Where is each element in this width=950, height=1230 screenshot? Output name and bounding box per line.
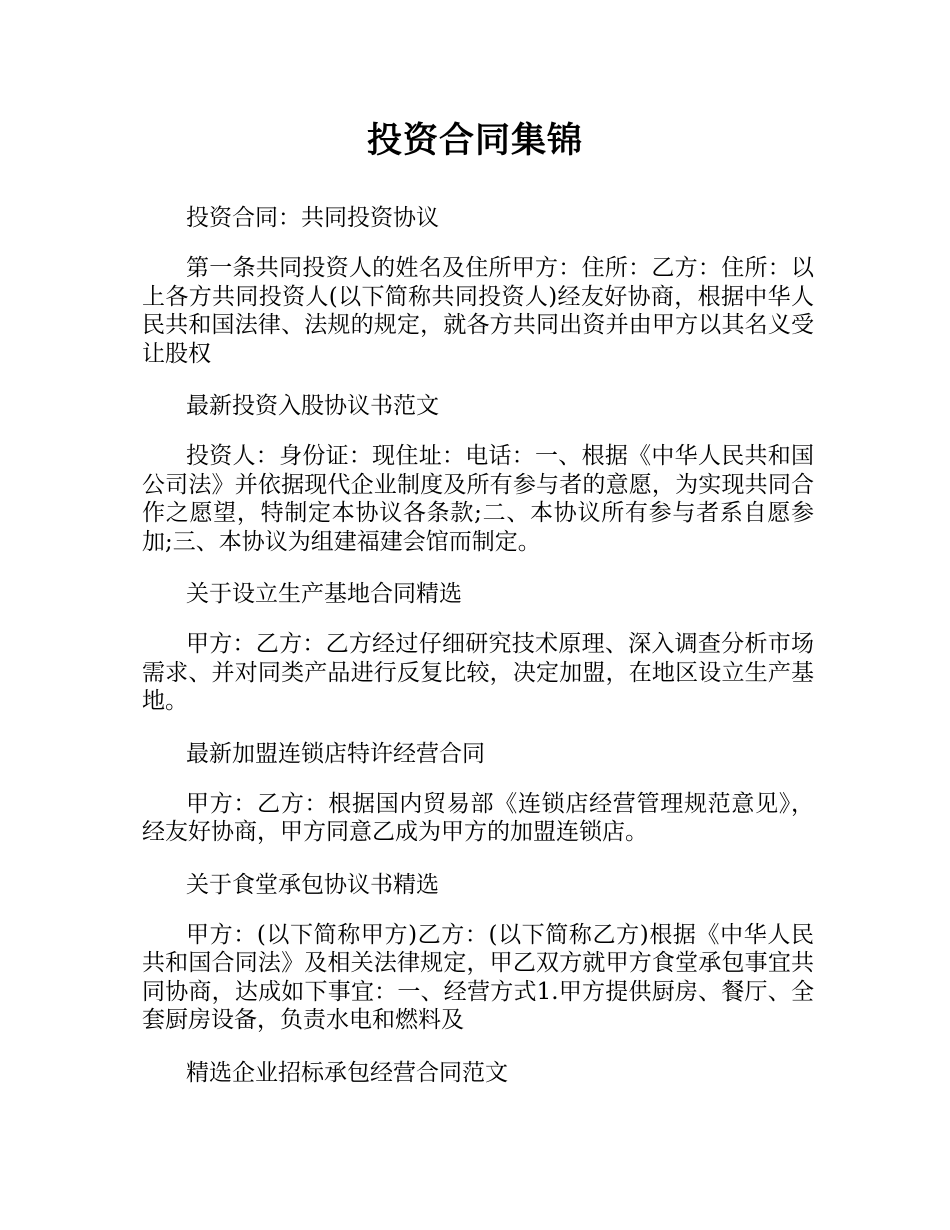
section-heading-1: 投资合同：共同投资协议 (186, 205, 439, 231)
section-body-3: 甲方：乙方：乙方经过仔细研究技术原理、深入调查分析市场需求、并对同类产品进行反复比较，决定加盟，在地区设立生产基地。 (142, 631, 814, 714)
section-heading-3: 关于设立生产基地合同精选 (186, 581, 462, 607)
document-title: 投资合同集锦 (366, 121, 583, 161)
section-heading-6: 精选企业招标承包经营合同范文 (186, 1059, 508, 1086)
section-heading-2: 最新投资入股协议书范文 (186, 393, 439, 419)
section-heading-4: 最新加盟连锁店特许经营合同 (186, 740, 485, 767)
section-body-5: 甲方：(以下简称甲方)乙方：(以下简称乙方)根据《中华人民共和国合同法》及相关法律规定，甲乙双方就甲方食堂承包事宜共同协商，达成如下事宜：一、经营方式1.甲方提供厨房、餐厅、全套厨房设备，负责水电和燃料及 (142, 921, 814, 1033)
document-content (142, 200, 814, 1109)
section-heading-5: 关于食堂承包协议书精选 (186, 871, 439, 898)
section-body-2: 投资人：身份证：现住址：电话：一、根据《中华人民共和国公司法》并依据现代企业制度及所有参与者的意愿，为实现共同合作之愿望，特制定本协议各条款;二、本协议所有参与者系自愿参加;三、本协议为组建福建会馆而制定。 (142, 443, 814, 555)
section-body-1: 第一条共同投资人的姓名及住所甲方：住所：乙方：住所：以上各方共同投资人(以下简称共同投资人)经友好协商，根据中华人民共和国法律、法规的规定，就各方共同出资并由甲方以其名义受让股权 (142, 255, 814, 367)
section-body-4: 甲方：乙方：根据国内贸易部《连锁店经营管理规范意见》，经友好协商，甲方同意乙成为甲方的加盟连锁店。 (142, 790, 814, 845)
